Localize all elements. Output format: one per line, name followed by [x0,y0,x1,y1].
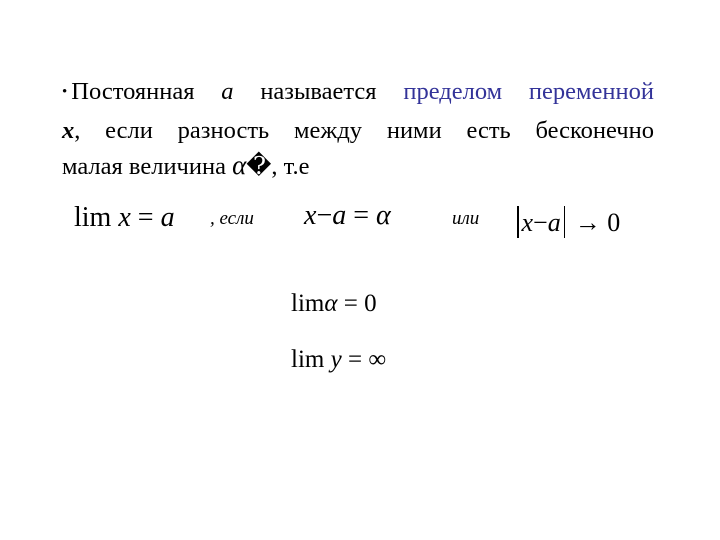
lim-operator: lim [74,202,112,233]
variable-x: x [62,117,75,144]
difference-alpha: α [376,200,391,231]
difference-minus: − [316,200,333,231]
definition-text-4: малая величина [62,153,233,180]
abs-arrow: → [574,208,601,237]
lim-alpha-value: 0 [364,290,377,317]
lim-alpha-symbol: α [324,290,338,317]
definition-line-2 [62,113,654,148]
if-text: , если [210,208,254,229]
lim-y-variable: y [330,346,342,373]
definition-text-5: , т.е [271,153,310,180]
definition-text-2: называется [233,78,404,105]
definition-line-3 [62,148,654,184]
constant-a: a [221,78,234,105]
definition-paragraph [62,74,654,184]
limit-value: a [160,202,175,233]
difference-x: x [304,200,317,231]
lim-y-value: ∞ [368,346,387,373]
lim-alpha-operator: lim [291,290,325,317]
abs-zero: 0 [607,208,621,237]
lim-y-operator: lim [291,346,325,373]
abs-bar-left [517,206,519,238]
definition-line-1 [62,74,654,113]
lim-alpha-equals: = [343,290,358,317]
abs-x: x [521,208,534,237]
limit-term: пределом переменной [403,78,654,105]
difference-formula [304,202,391,230]
difference-equals: = [353,200,370,231]
lim-y-formula [291,347,386,372]
abs-minus: − [533,208,548,237]
lim-y-equals: = [347,346,363,373]
definition-text-1: Постоянная [71,78,222,105]
abs-bar-right [564,206,566,238]
glitch-symbol: � [246,153,272,180]
or-text: или [452,208,480,229]
absolute-formula [514,206,620,238]
alpha-symbol: α [232,150,247,180]
limit-formula [74,204,175,232]
bullet-icon: • [62,84,68,100]
limit-variable: x [118,202,131,233]
abs-a: a [547,208,561,237]
definition-text-3: , если разность между ними есть бесконечно [74,117,654,144]
difference-a: a [332,200,347,231]
limit-equals: = [137,202,154,233]
lim-alpha-formula [291,291,377,316]
